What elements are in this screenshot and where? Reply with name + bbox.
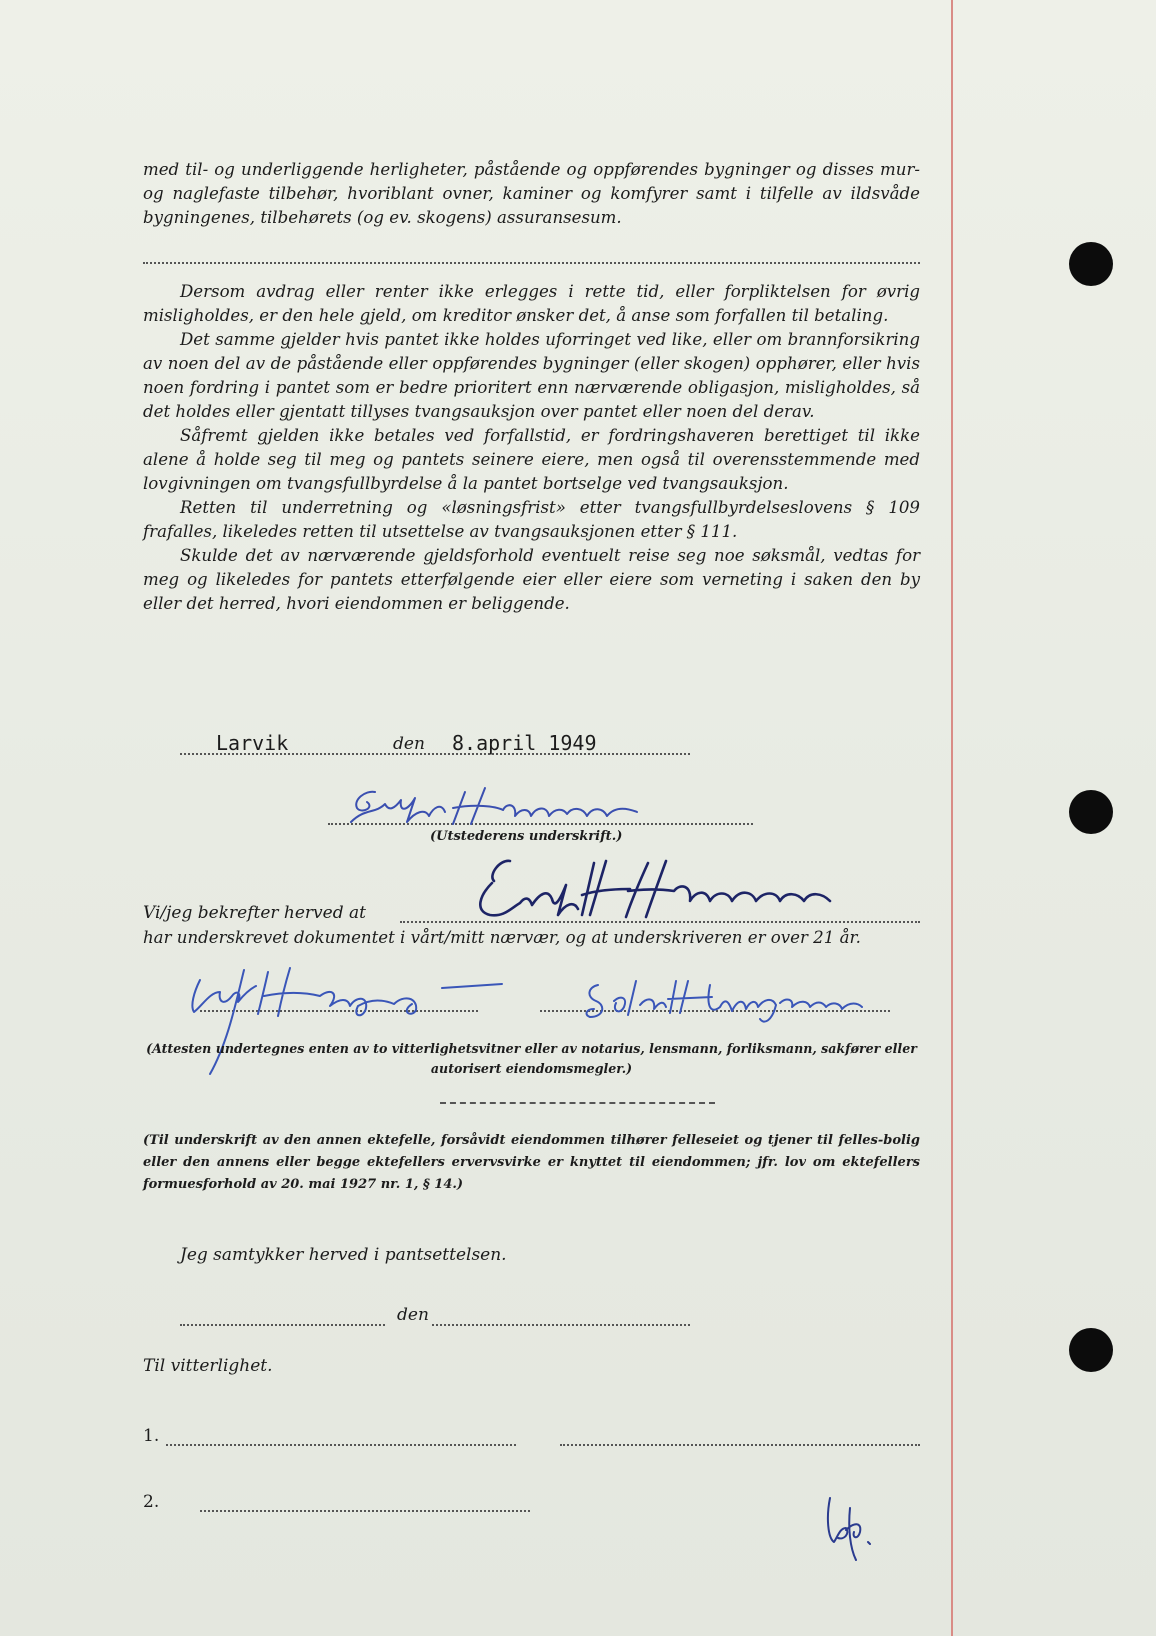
witness-signature-right — [580, 975, 900, 1025]
issuer-signature — [345, 778, 675, 833]
consent-date-line — [432, 1324, 690, 1326]
condition-paragraph: Det samme gjelder hvis pantet ikke holdes uforringet ved like, eller om brannforsikring av noen del av de påstående eller oppførendes bygninger (eller skogen) opphører, eller hvis noen fordring i pantet som er bedre prioritert enn nærværende obligasjon, misligholdes, så det holdes eller gjentatt tillyses tvangsauksjon over pantet eller noen del derav. — [143, 330, 920, 421]
margin-line — [951, 0, 953, 1636]
confirm-signature — [470, 855, 870, 930]
spouse-note: (Til underskrift av den annen ektefelle, forsåvidt eiendommen tilhører felleseiet og tjener til felles-bolig eller den annens eller begge ektefellers ervervsvirke er knyttet til eiendommen; jfr. lov om ektefellers formuesforhold av 20. mai 1927 nr. 1, § 14.) — [143, 1133, 920, 1192]
punch-hole-middle — [1069, 790, 1113, 834]
consent-place-line — [180, 1324, 385, 1326]
attest-line — [440, 1102, 715, 1104]
initials-mark — [820, 1488, 880, 1568]
condition-paragraph: Retten til underretning og «løsningsfrist» etter tvangsfullbyrdelseslovens § 109 frafalles, likeledes retten til utsettelse av tvangsauksjonen etter § 111. — [143, 498, 920, 541]
condition-paragraph: Såfremt gjelden ikke betales ved forfallstid, er fordringshaveren berettiget til ikke alene å holde seg til meg og pantets seinere eiere, men også til overensstemmende med lovgivningen om tvangsfullbyrdelse å la pantet bortselge ved tvangsauksjon. — [143, 426, 920, 493]
conditions-block — [143, 280, 920, 616]
confirm-text: har underskrevet dokumentet i vårt/mitt nærvær, og at underskriveren er over 21 år. — [143, 928, 861, 947]
witness-1-line-right — [560, 1444, 920, 1446]
confirm-label: Vi/jeg bekrefter herved at — [143, 903, 366, 923]
condition-paragraph: Skulde det av nærværende gjeldsforhold eventuelt reise seg noe søksmål, vedtas for meg og likeledes for pantets etterfølgende eier eller eiere som verneting i saken den by eller det herred, hvori eiendommen er beliggende. — [143, 546, 920, 613]
place: Larvik — [216, 731, 289, 755]
date: 8.april 1949 — [452, 731, 597, 755]
intro-paragraph — [143, 158, 920, 230]
punch-hole-top — [1069, 242, 1113, 286]
consent-text: Jeg samtykker herved i pantsettelsen. — [180, 1245, 507, 1265]
witness-number-1: 1. — [143, 1426, 160, 1446]
separator-dots — [143, 262, 920, 264]
den-label: den — [393, 734, 425, 754]
issuer-caption: (Utstederens underskrift.) — [430, 829, 623, 844]
witness-heading: Til vitterlighet. — [143, 1356, 273, 1376]
intro-text: med til- og underliggende herligheter, påstående og oppførendes bygninger og disses mur- og naglefaste tilbehør, hvoriblant ovner, kaminer og komfyrer samt i tilfelle av ildsvåde bygningenes, tilbehørets (og ev. skogens) assuransesum. — [143, 160, 920, 227]
condition-paragraph: Dersom avdrag eller renter ikke erlegges i rette tid, eller forpliktelsen for øvrig misligholdes, er den hele gjeld, om kreditor ønsker det, å anse som forfallen til betaling. — [143, 282, 920, 325]
punch-hole-bottom — [1069, 1328, 1113, 1372]
witness-2-line — [200, 1510, 530, 1512]
witness-1-line-left — [166, 1444, 516, 1446]
attest-note: (Attesten undertegnes enten av to vitterlighetsvitner eller av notarius, lensmann, forliksmann, sakfører eller autorisert eiendomsmegler.) — [146, 1041, 917, 1076]
witness-number-2: 2. — [143, 1492, 160, 1512]
consent-den-label: den — [397, 1305, 429, 1325]
